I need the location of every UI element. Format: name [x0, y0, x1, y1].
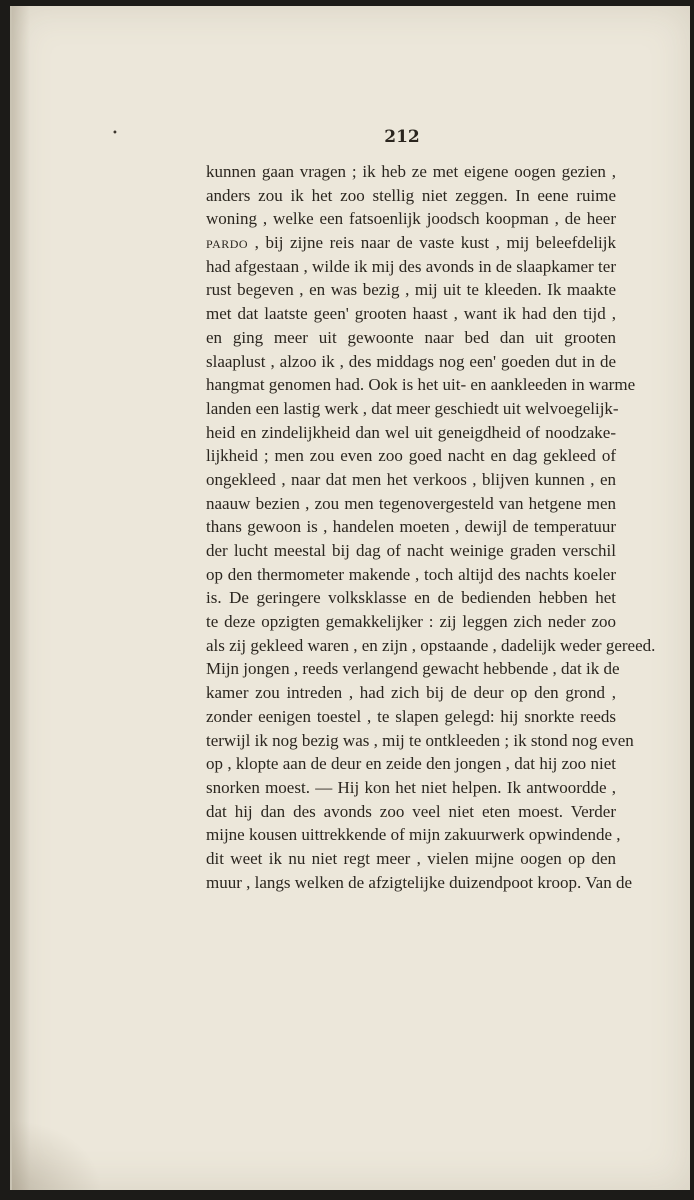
text-line: Mijn jongen , reeds verlangend gewacht hebbende , dat ik de	[206, 659, 620, 679]
text-line: der lucht meestal bij dag of nacht weinige graden verschil	[206, 541, 616, 560]
text-line: dat hij dan des avonds zoo veel niet eten moest. Verder	[206, 801, 616, 821]
text-line: muur , langs welken de afzigtelijke duizendpoot kroop. Van de	[206, 872, 632, 892]
text-line: thans gewoon is , handelen moeten , dewijl de temperatuur	[206, 517, 616, 537]
text-line: op den thermometer makende , toch altijd des nachts koeler	[206, 564, 616, 584]
text-line: kamer zou intreden , had zich bij de deur op den grond ,	[206, 683, 616, 703]
text-line: terwijl ik nog bezig was , mij te ontkleeden ; ik stond nog even	[206, 730, 634, 750]
text-line: hangmat genomen had. Ook is het uit- en aankleeden in warme	[206, 375, 636, 395]
text-line: als zij gekleed waren , en zijn , opstaande , dadelijk weder gereed.	[206, 635, 656, 655]
text-line: is. De geringere volksklasse en de bedienden hebben het	[206, 588, 616, 608]
text-line: lijkheid ; men zou even zoo goed nacht en dag gekleed of	[206, 446, 616, 466]
text-line: woning , welke een fatsoenlijk joodsch koopman , de heer	[206, 209, 616, 229]
margin-mark: •	[112, 128, 118, 139]
body-text	[206, 160, 656, 894]
name-pardo: PARDO	[206, 237, 249, 252]
text-line: heid en zindelijkheid dan wel uit geneigdheid of noodzake-	[206, 422, 616, 442]
text-line: snorken moest. — Hij kon het niet helpen. Ik antwoordde ,	[206, 777, 616, 797]
text-line: ongekleed , naar dat men het verkoos , blijven kunnen , en	[206, 469, 616, 489]
page-number: 212	[384, 127, 420, 147]
text-line: naauw bezien , zou men tegenovergesteld van hetgene men	[206, 493, 616, 513]
text-line: mijne kousen uittrekkende of mijn zakuurwerk opwindende ,	[206, 825, 621, 845]
text-line: en ging meer uit gewoonte naar bed dan uit grooten	[206, 327, 616, 347]
text-line: anders zou ik het zoo stellig niet zeggen. In eene ruime	[206, 185, 616, 205]
text-line: te deze opzigten gemakkelijker : zij leggen zich neder zoo	[206, 612, 616, 632]
text-line: rust begeven , en was bezig , mij uit te kleeden. Ik maakte	[206, 280, 616, 300]
page-corner-wear	[12, 1120, 102, 1190]
book-page	[10, 6, 690, 1190]
text-line: zonder eenigen toestel , te slapen gelegd: hij snorkte reeds	[206, 706, 616, 726]
text-line: kunnen gaan vragen ; ik heb ze met eigene oogen gezien ,	[206, 162, 616, 181]
text-line: slaaplust , alzoo ik , des middags nog een' goeden dut in de	[206, 351, 616, 371]
text-line: PARDO , bij zijne reis naar de vaste kust , mij beleefdelijk	[206, 233, 616, 253]
text-line: dit weet ik nu niet regt meer , vielen mijne oogen op den	[206, 848, 616, 868]
text-line: had afgestaan , wilde ik mij des avonds in de slaapkamer ter	[206, 256, 616, 276]
text-line: op , klopte aan de deur en zeide den jongen , dat hij zoo niet	[206, 754, 616, 774]
text-line: met dat laatste geen' grooten haast , want ik had den tijd ,	[206, 304, 616, 324]
text-line: landen een lastig werk , dat meer geschiedt uit welvoegelijk-	[206, 398, 619, 418]
